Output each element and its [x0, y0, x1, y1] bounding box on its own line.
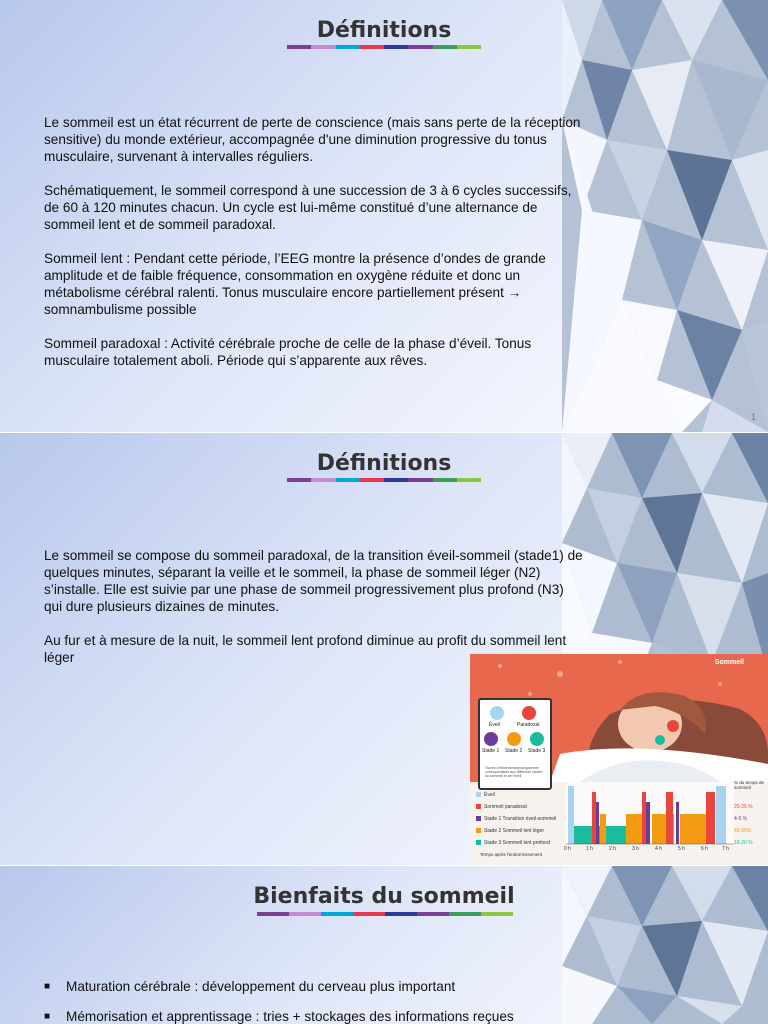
legend-item: [476, 840, 550, 848]
underline-segment: [311, 478, 335, 482]
hour-label: 3 h: [632, 846, 639, 852]
title-underline: [257, 912, 513, 916]
underline-segment: [287, 45, 311, 49]
underline-segment: [457, 478, 481, 482]
hypnogram: [566, 782, 734, 862]
page-number: 1: [750, 412, 756, 422]
title-underline: [287, 478, 481, 482]
bullet-icon: ■: [44, 981, 51, 992]
underline-segment: [384, 478, 408, 482]
figure-title: Sommeil: [714, 659, 744, 666]
stage-label: Stade 1: [482, 748, 500, 754]
legend-item: [476, 828, 544, 836]
paragraph: Au fur et à mesure de la nuit, le sommeil lent profond diminue au profit du sommeil lent léger: [44, 633, 567, 665]
legend-swatch: [476, 804, 481, 809]
hour-label: 6 h: [701, 846, 708, 852]
paragraph: Le sommeil se compose du sommeil paradoxal, de la transition éveil-sommeil (stade1) de quelques minutes, séparant la veille et le sommeil, la phase de sommeil léger (N2) s’installe. Elle est suivie par une phase de sommeil progressivement plus profond (N3) qui dure plusieurs dizaines de minutes.: [44, 548, 583, 614]
underline-segment: [417, 912, 449, 916]
building-facade-image: [562, 0, 768, 432]
legend-label: Éveil: [484, 792, 495, 798]
legend-item: [476, 816, 556, 824]
hypnogram-hour-labels: [566, 846, 734, 856]
underline-segment: [289, 912, 321, 916]
legend-item: [476, 804, 527, 812]
underline-segment: [457, 45, 481, 49]
legend-label: Stade 2 Sommeil lent léger: [484, 828, 545, 834]
hour-label: 1 h: [586, 846, 593, 852]
underline-segment: [385, 912, 417, 916]
legend-label: Sommeil paradoxal: [484, 804, 527, 810]
legend-swatch: [476, 816, 481, 821]
bullet-icon: ■: [44, 1011, 51, 1022]
hour-label: 2 h: [609, 846, 616, 852]
list-item: [44, 1008, 564, 1024]
underline-segment: [353, 912, 385, 916]
underline-segment: [408, 478, 432, 482]
underline-segment: [481, 912, 513, 916]
list-item: [44, 978, 564, 995]
clipboard: [478, 698, 552, 790]
stage-paradoxal-dot: [522, 706, 536, 720]
underline-segment: [433, 478, 457, 482]
slide-2: [0, 433, 768, 865]
percentage-value: 16-20 %: [734, 840, 753, 846]
underline-segment: [408, 45, 432, 49]
legend-swatch: [476, 792, 481, 797]
percentage-value: 45-55%: [734, 828, 752, 834]
slide-title: Définitions: [316, 451, 452, 476]
slide-3: [0, 866, 768, 1024]
hour-label: 7 h: [722, 846, 729, 852]
legend-swatch: [476, 840, 481, 845]
underline-segment: [433, 45, 457, 49]
legend-item: [476, 792, 495, 800]
stage-eveil-dot: [490, 706, 504, 720]
paragraph: Schématiquement, le sommeil correspond à une succession de 3 à 6 cycles successifs, de 60 à 120 minutes chacun. Un cycle est lui-même constitué d’une alternance de sommeil lent et de sommeil paradoxal.: [44, 183, 572, 232]
percentage-header: % du temps de sommeil: [734, 780, 765, 790]
underline-segment: [360, 478, 384, 482]
underline-segment: [257, 912, 289, 916]
stage-1-dot: [484, 732, 498, 746]
underline-segment: [321, 912, 353, 916]
hour-label: 5 h: [678, 846, 685, 852]
paragraph: Sommeil paradoxal : Activité cérébrale proche de celle de la phase d’éveil. Tonus musculaire totalement aboli. Période qui s’apparente aux rêves.: [44, 336, 532, 368]
underline-segment: [336, 45, 360, 49]
legend-label: Stade 1 Transition éveil-sommeil: [484, 816, 557, 822]
underline-segment: [449, 912, 481, 916]
slide-title: Bienfaits du sommeil: [253, 884, 515, 909]
stage-2-dot: [507, 732, 521, 746]
stage-label: Paradoxal: [517, 722, 540, 728]
slide-title: Définitions: [316, 18, 452, 43]
percentage-value: 20-25 %: [734, 804, 753, 810]
clipboard-note: Tracés d'électroencéphalogramme correspondants aux différents stades du sommeil et de l'éveil: [485, 766, 543, 778]
benefits-list: [44, 978, 564, 1024]
underline-segment: [311, 45, 335, 49]
legend-swatch: [476, 828, 481, 833]
hypnogram-x-axis-title: Temps après l'endormissement: [480, 852, 543, 857]
list-item-text: Mémorisation et apprentissage : tries + stockages des informations reçues: [66, 1009, 514, 1024]
legend-label: Stade 3 Sommeil lent profond: [484, 840, 550, 846]
stage-3-dot: [530, 732, 544, 746]
hour-label: 0 h: [564, 846, 571, 852]
percentage-value: 4-5 %: [734, 816, 748, 822]
underline-segment: [360, 45, 384, 49]
stage-label: Stade 3: [528, 748, 546, 754]
paragraph: Sommeil lent : Pendant cette période, l’EEG montre la présence d’ondes de grande amplitude et de faible fréquence, consommation en oxygène réduite et donc un métabolisme cérébral ralenti. Tonus musculaire encore partiellement présent → somnambulisme possible: [44, 251, 546, 317]
stage-label: Éveil: [489, 722, 500, 728]
slide-1: [0, 0, 768, 432]
sleep-cycle-figure: [470, 654, 768, 865]
underline-segment: [287, 478, 311, 482]
title-underline: [287, 45, 481, 49]
list-item-text: Maturation cérébrale : développement du cerveau plus important: [66, 979, 456, 994]
underline-segment: [336, 478, 360, 482]
paragraph: Le sommeil est un état récurrent de perte de conscience (mais sans perte de la réception sensitive) du monde extérieur, accompagnée d'une diminution progressive du tonus musculaire, survenant à intervalles réguliers.: [44, 115, 581, 164]
stage-label: Stade 2: [505, 748, 523, 754]
hour-label: 4 h: [655, 846, 662, 852]
slide-body: [44, 114, 584, 386]
underline-segment: [384, 45, 408, 49]
